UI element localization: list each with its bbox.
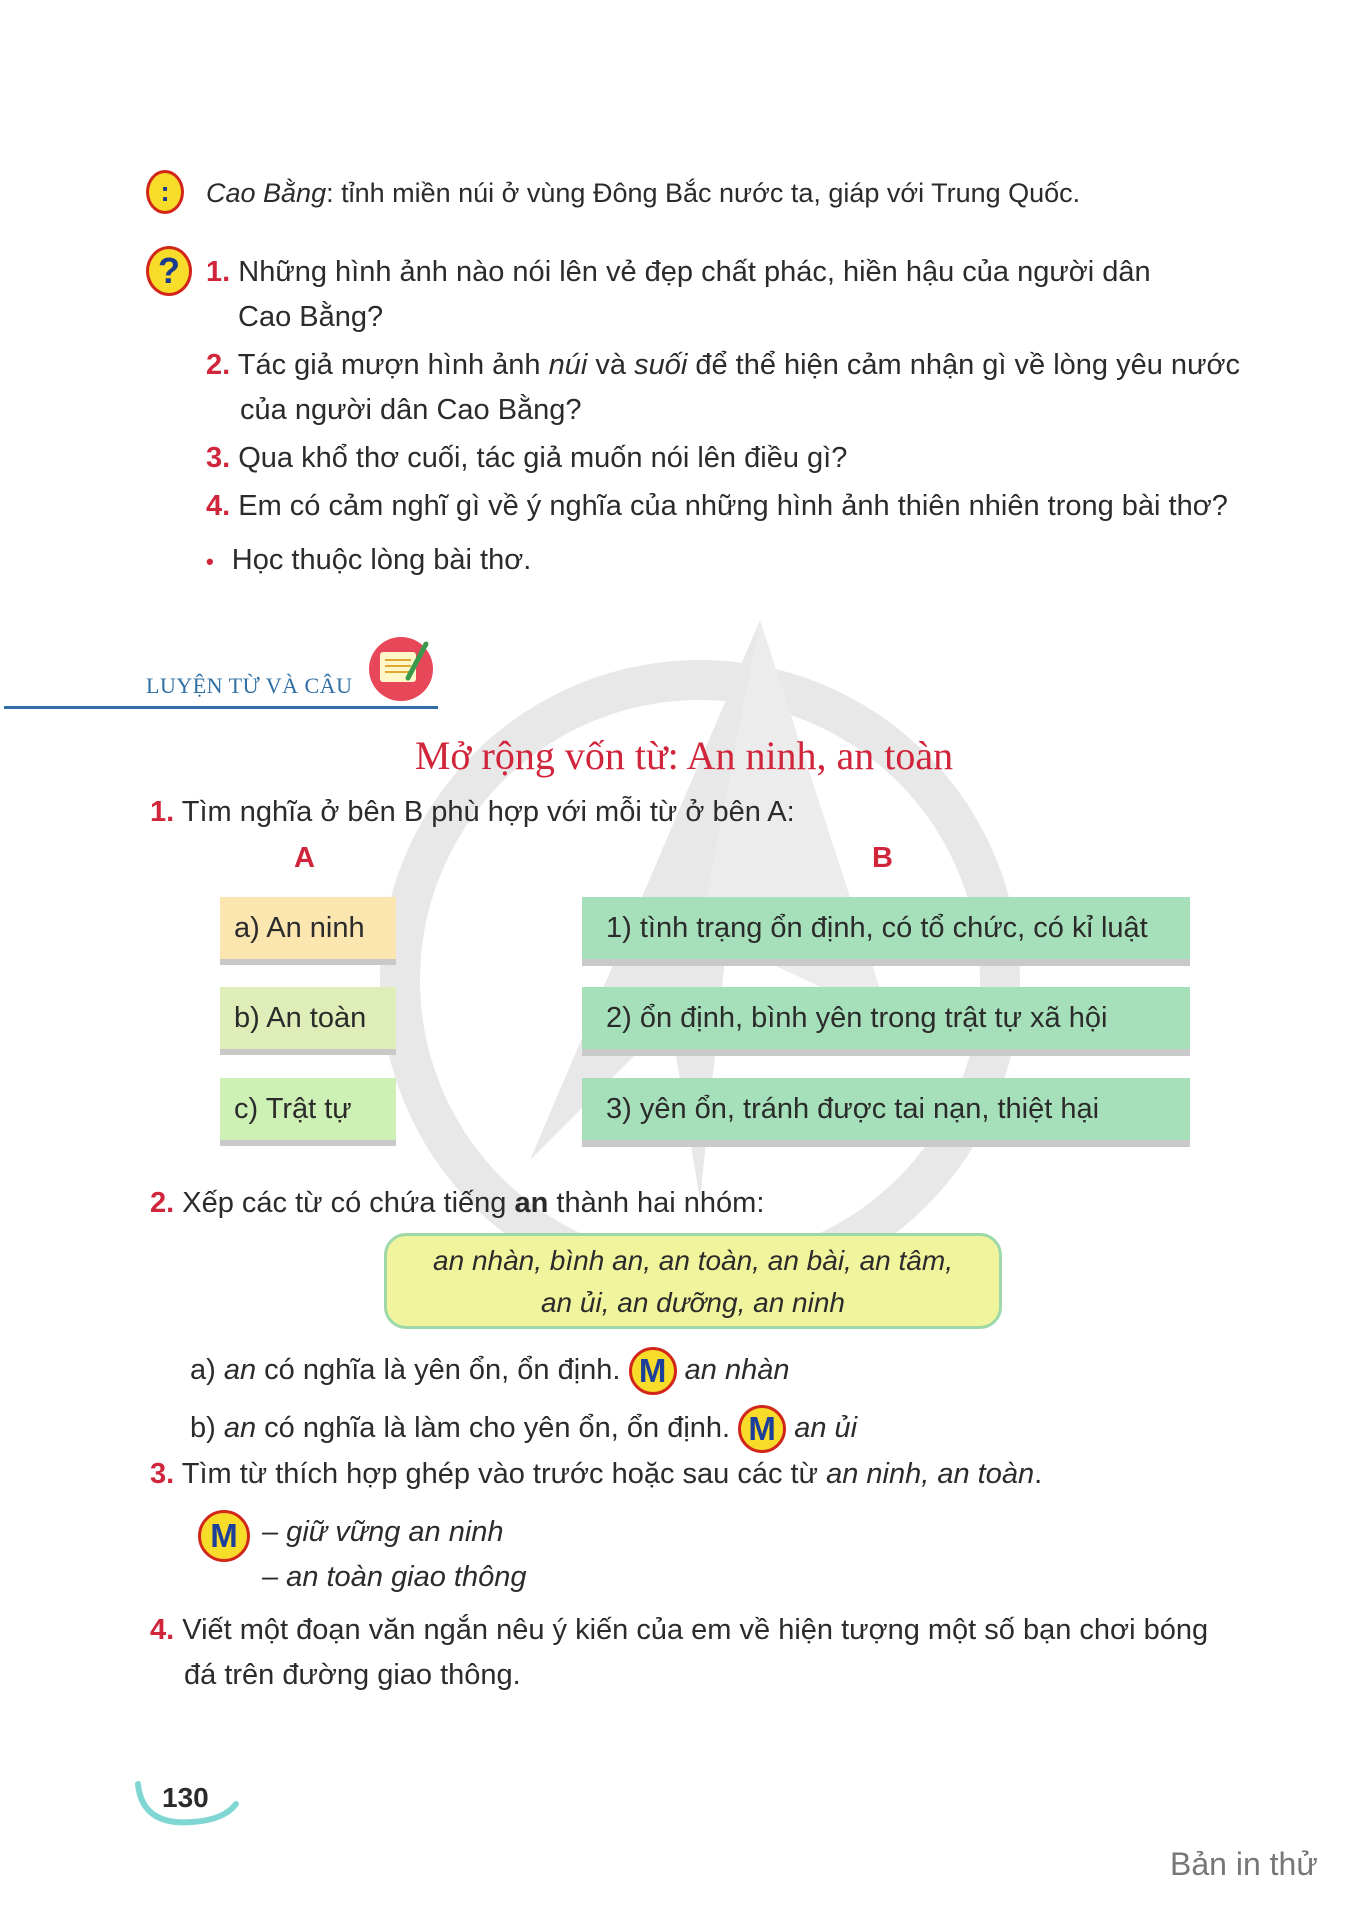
group-b [190, 1402, 857, 1454]
exercise-4-cont: đá trên đường giao thông. [184, 1659, 521, 1691]
exercise-text: Viết một đoạn văn ngắn nêu ý kiến của em về hiện tượng một số bạn chơi bóng [182, 1614, 1209, 1646]
group-a-example: an nhàn [684, 1354, 790, 1386]
exercise-number: 1. [150, 796, 175, 828]
group-a-word: an [223, 1354, 257, 1386]
question-text: Những hình ảnh nào nói lên vẻ đẹp chất phác, hiền hậu của người dân [238, 256, 1151, 288]
question-number: 1. [206, 256, 231, 288]
question-2-cont: của người dân Cao Bằng? [240, 394, 582, 426]
exercise-2-prompt [150, 1181, 764, 1225]
group-a [190, 1344, 789, 1396]
exercise-text-pre: Tìm từ thích hợp ghép vào trước hoặc sau các từ [181, 1458, 827, 1490]
exercise-1-prompt [150, 790, 795, 834]
exercise-number: 3. [150, 1458, 175, 1490]
word-box-an-ninh[interactable]: a) An ninh [220, 897, 396, 959]
note-definition: : tỉnh miền núi ở vùng Đông Bắc nước ta, giáp với Trung Quốc. [326, 178, 1081, 208]
bullet: • [206, 549, 214, 574]
group-a-prefix: a) [190, 1354, 224, 1386]
column-a-header: A [294, 842, 315, 874]
exercise-4-prompt [150, 1608, 1208, 1652]
question-bullet [206, 538, 531, 584]
exercise-3-prompt [150, 1452, 1042, 1496]
draft-label: Bản in thử [1170, 1846, 1318, 1882]
exercise-text-post: thành hai nhóm: [548, 1187, 765, 1219]
section-underline [4, 706, 438, 709]
model-badge: M [198, 1510, 250, 1562]
question-text-mid: và [587, 349, 635, 381]
word-box-an-toan[interactable]: b) An toàn [220, 987, 396, 1049]
meaning-box-3[interactable]: 3) yên ổn, tránh được tai nạn, thiệt hại [582, 1078, 1190, 1140]
question-3 [206, 436, 847, 480]
question-1 [206, 250, 1151, 294]
example-1: – giữ vững an ninh [262, 1516, 504, 1548]
question-number: 3. [206, 442, 231, 474]
column-b-header: B [872, 842, 893, 874]
lesson-title: Mở rộng vốn từ: An ninh, an toàn [414, 733, 954, 778]
question-word-nui: núi [548, 349, 588, 381]
exercise-words: an ninh, an toàn [826, 1458, 1035, 1490]
group-b-example: an ủi [794, 1412, 858, 1444]
question-2 [206, 343, 1240, 387]
question-text: Qua khổ thơ cuối, tác giả muốn nói lên điều gì? [238, 442, 848, 474]
word-box-trat-tu[interactable]: c) Trật tự [220, 1078, 396, 1140]
note-icon: : [146, 170, 184, 214]
exercise-text-pre: Xếp các từ có chứa tiếng [182, 1187, 515, 1219]
group-b-word: an [223, 1412, 257, 1444]
section-label: LUYỆN TỪ VÀ CÂU [146, 673, 353, 698]
word-list-line-2: an ủi, an dưỡng, an ninh [540, 1287, 845, 1318]
question-text-pre: Tác giả mượn hình ảnh [237, 349, 549, 381]
word-list-line-1: an nhàn, bình an, an toàn, an bài, an tâm, [433, 1245, 953, 1276]
exercise-number: 2. [150, 1187, 175, 1219]
question-4 [206, 484, 1228, 528]
group-a-text: có nghĩa là yên ổn, ổn định. [256, 1354, 621, 1386]
question-text: Học thuộc lòng bài thơ. [231, 544, 532, 576]
question-text-post: để thể hiện cảm nhận gì về lòng yêu nước [687, 349, 1240, 381]
notebook-icon [368, 636, 434, 702]
question-icon: ? [146, 246, 192, 296]
question-number: 2. [206, 349, 231, 381]
model-badge: M [629, 1347, 677, 1395]
note-text [206, 176, 1080, 210]
meaning-box-2[interactable]: 2) ổn định, bình yên trong trật tự xã hội [582, 987, 1190, 1049]
group-b-prefix: b) [190, 1412, 224, 1444]
model-badge: M [738, 1405, 786, 1453]
question-number: 4. [206, 490, 231, 522]
question-word-suoi: suối [634, 349, 688, 381]
example-2: – an toàn giao thông [262, 1561, 527, 1593]
note-term: Cao Bằng [206, 178, 327, 208]
exercise-number: 4. [150, 1614, 175, 1646]
page-number: 130 [162, 1782, 209, 1813]
exercise-bold-word: an [514, 1187, 549, 1219]
question-1-cont: Cao Bằng? [238, 301, 384, 333]
group-b-text: có nghĩa là làm cho yên ổn, ổn định. [256, 1412, 731, 1444]
question-text: Em có cảm nghĩ gì về ý nghĩa của những hình ảnh thiên nhiên trong bài thơ? [238, 490, 1228, 522]
exercise-text-post: . [1034, 1458, 1043, 1490]
meaning-box-1[interactable]: 1) tình trạng ổn định, có tổ chức, có kỉ luật [582, 897, 1190, 959]
exercise-text: Tìm nghĩa ở bên B phù hợp với mỗi từ ở bên A: [181, 796, 795, 828]
word-list-box [384, 1233, 1002, 1329]
